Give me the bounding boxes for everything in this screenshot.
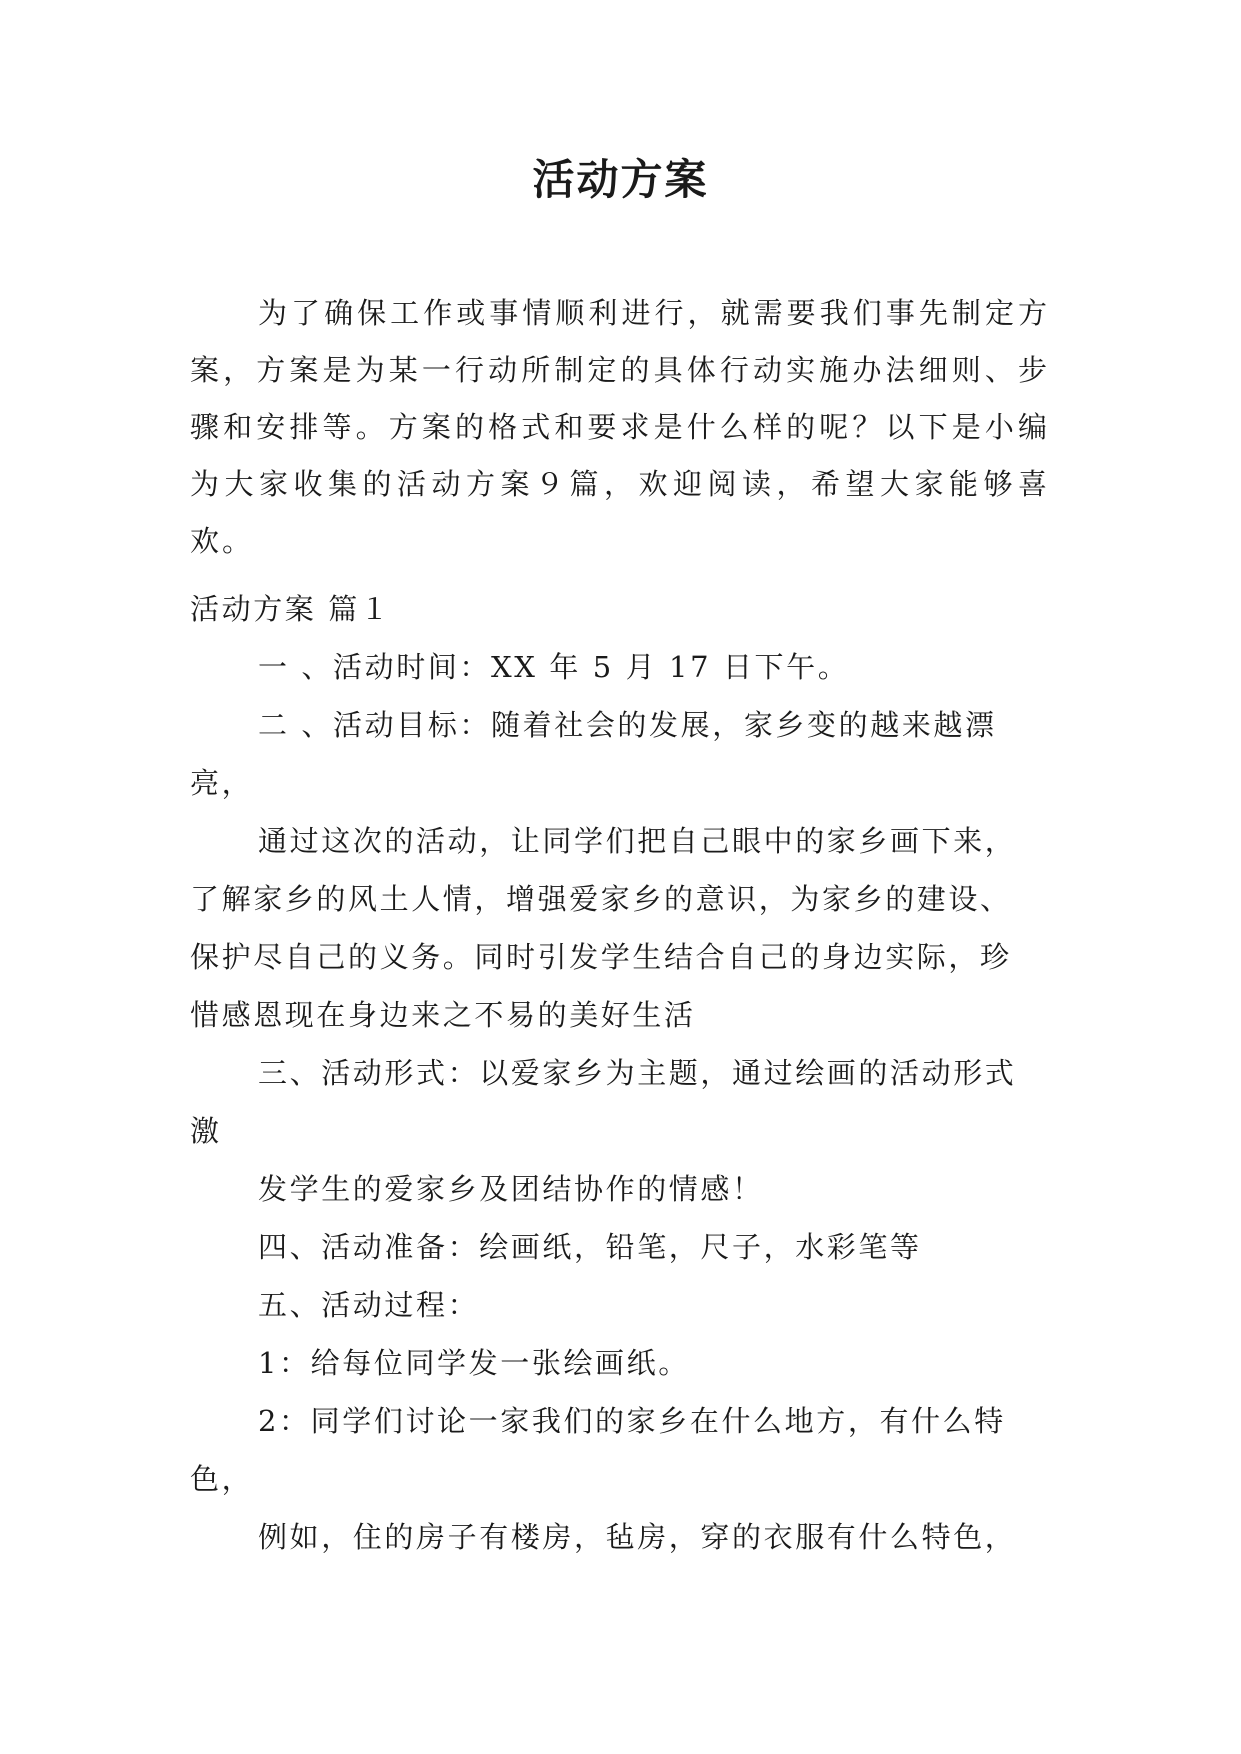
section-heading: 活动方案 篇１	[190, 592, 392, 626]
body-line-goal-desc-1: 通过这次的活动，让同学们把自己眼中的家乡画下来，	[258, 824, 1017, 858]
body-line-activity-goal: 二 、活动目标：随着社会的发展，家乡变的越来越漂	[258, 708, 997, 742]
body-line-step-2-cont: 色，	[190, 1462, 254, 1496]
body-line-step-2: 2：同学们讨论一家我们的家乡在什么地方，有什么特	[258, 1404, 1006, 1438]
body-line-goal-desc-2: 了解家乡的风土人情，增强爱家乡的意识，为家乡的建设、	[190, 882, 1012, 916]
document-title: 活动方案	[532, 155, 709, 204]
body-line-activity-prep: 四、活动准备：绘画纸，铅笔，尺子，水彩笔等	[258, 1230, 922, 1264]
body-line-form-desc: 发学生的爱家乡及团结协作的情感！	[258, 1172, 764, 1206]
document-body	[190, 580, 1070, 1566]
body-line-activity-form: 三、活动形式：以爱家乡为主题，通过绘画的活动形式	[258, 1056, 1017, 1090]
body-line-goal-cont: 亮，	[190, 766, 254, 800]
body-line-activity-process: 五、活动过程：	[258, 1288, 480, 1322]
body-line-goal-desc-4: 惜感恩现在身边来之不易的美好生活	[190, 998, 696, 1032]
body-line-goal-desc-3: 保护尽自己的义务。同时引发学生结合自己的身边实际，珍	[190, 940, 1012, 974]
intro-paragraph: 为了确保工作或事情顺利进行，就需要我们事先制定方案，方案是为某一行动所制定的具体行动实施办法细则、步骤和安排等。方案的格式和要求是什么样的呢？以下是小编为大家收集的活动方案９篇，欢迎阅读，希望大家能够喜欢。	[190, 296, 1050, 558]
body-line-form-cont: 激	[190, 1114, 222, 1148]
body-line-step-1: 1：给每位同学发一张绘画纸。	[258, 1346, 690, 1380]
body-line-example: 例如，住的房子有楼房，毡房，穿的衣服有什么特色，	[258, 1520, 1017, 1554]
body-line-activity-time: 一 、活动时间：XX 年 5 月 17 日下午。	[258, 650, 850, 684]
